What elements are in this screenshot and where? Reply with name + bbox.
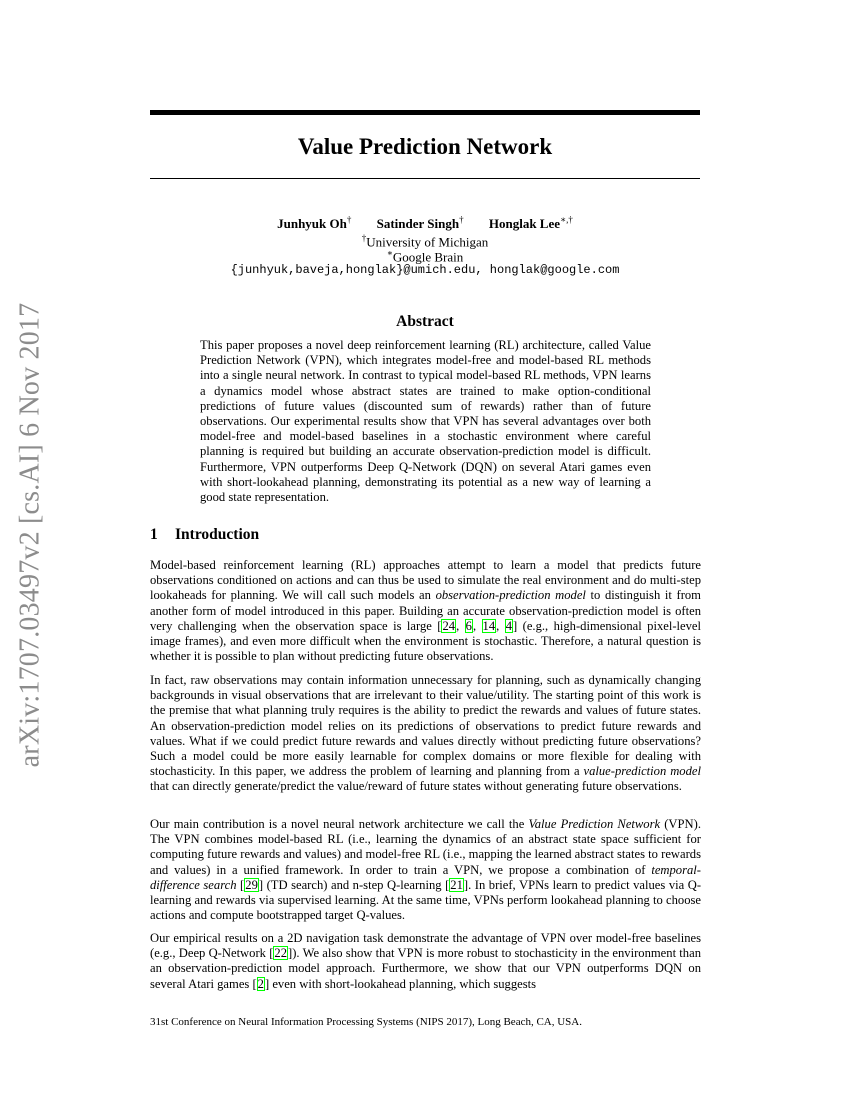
author: Honglak Lee∗,† — [488, 215, 573, 232]
author-list — [150, 215, 700, 232]
abstract-heading: Abstract — [396, 313, 454, 330]
citation-link[interactable]: 6 — [465, 618, 472, 633]
intro-paragraph-1: Model-based reinforcement learning (RL) approaches attempt to learn a model that predicts future observations conditioned on actions and can thus be used to simulate the real environment and do multi-step lookaheads for planning. We will call such models an observation-prediction model to distinguish it from another form of model introduced in this paper. Building an accurate observation-prediction model is often very challenging when the observation space is large [24, 6, 14, 4] (e.g., high-dimensional pixel-level image frames), and even more difficult when the environment is stochastic. Therefore, a natural question is whether it is possible to plan without predicting future observations. — [150, 558, 702, 664]
citation-link[interactable]: 2 — [257, 976, 264, 991]
section-heading — [150, 526, 700, 544]
paper-title: Value Prediction Network — [297, 134, 553, 159]
author: Junhyuk Oh† — [277, 215, 352, 232]
title-top-rule — [150, 110, 700, 115]
section-number: 1 — [150, 526, 158, 543]
conference-footnote: 31st Conference on Neural Information Processing Systems (NIPS 2017), Long Beach, CA, USA. — [150, 1016, 582, 1028]
affiliation: ∗Google Brain — [386, 248, 464, 265]
title-bottom-rule — [150, 178, 700, 179]
citation-link[interactable]: 14 — [482, 618, 496, 633]
abstract-text: This paper proposes a novel deep reinforcement learning (RL) architecture, called Value Prediction Network (VPN), which integrates model-free and model-based RL methods into a single neural network. In contrast to typical model-based RL methods, VPN learns a dynamics model whose abstract states are trained to make option-conditional predictions of future values (discounted sum of rewards) rather than of future observations. Our experimental results show that VPN has several advantages over both model-free and model-based baselines in a stochastic environment where careful planning is required but building an accurate observation-prediction model is difficult. Furthermore, VPN outperforms Deep Q-Network (DQN) on several Atari games even with short-lookahead planning, demonstrating its potential as a new way of learning a good state representation. — [200, 338, 651, 505]
citation-link[interactable]: 4 — [505, 618, 512, 633]
author: Satinder Singh† — [376, 215, 464, 232]
citation-link[interactable]: 24 — [442, 618, 456, 633]
citation-link[interactable]: 21 — [450, 877, 463, 892]
arxiv-stamp-text: arXiv:1707.03497v2 [cs.AI] 6 Nov 2017 — [14, 302, 46, 768]
intro-paragraph-2: In fact, raw observations may contain information unnecessary for planning, such as dynamically changing backgrounds in visual observations that are irrelevant to their value/utility. The starting point of this work is the premise that what planning truly requires is the ability to predict the rewards and values of future states. An observation-prediction model relies on its predictions of observations to predict future rewards and values. What if we could predict future rewards and values directly without predicting future observations? Such a model could be more easily learnable for complex domains or more flexible for dealing with stochasticity. In this paper, we address the problem of learning and planning from a value-prediction model that can directly generate/predict the value/reward of future states without generating future observations. — [150, 673, 701, 794]
arxiv-stamp — [10, 300, 50, 770]
intro-paragraph-4: Our empirical results on a 2D navigation task demonstrate the advantage of VPN over model-free baselines (e.g., Deep Q-Network [22]). We also show that VPN is more robust to stochasticity in the environment than an observation-prediction model approach. Furthermore, we show that our VPN outperforms DQN on several Atari games [2] even with short-lookahead planning, which suggests — [150, 931, 701, 991]
author-emails: {junhyuk,baveja,honglak}@umich.edu, honglak@google.com — [230, 263, 620, 277]
intro-paragraph-3: Our main contribution is a novel neural network architecture we call the Value Prediction Network (VPN). The VPN combines model-based RL (i.e., learning the dynamics of an abstract state space sufficient for computing future rewards and values) and model-free RL (i.e., mapping the learned abstract states to rewards and values) in a unified framework. In order to train a VPN, we propose a combination of temporal-difference search [29] (TD search) and n-step Q-learning [21]. In brief, VPNs learn to predict values via Q-learning and rewards via supervised learning. At the same time, VPNs perform lookahead planning to choose actions and compute bootstrapped target Q-values. — [150, 817, 702, 923]
section-title: Introduction — [175, 526, 260, 543]
citation-link[interactable]: 29 — [245, 877, 258, 892]
affiliation: †University of Michigan — [361, 233, 489, 250]
citation-link[interactable]: 22 — [274, 946, 287, 961]
